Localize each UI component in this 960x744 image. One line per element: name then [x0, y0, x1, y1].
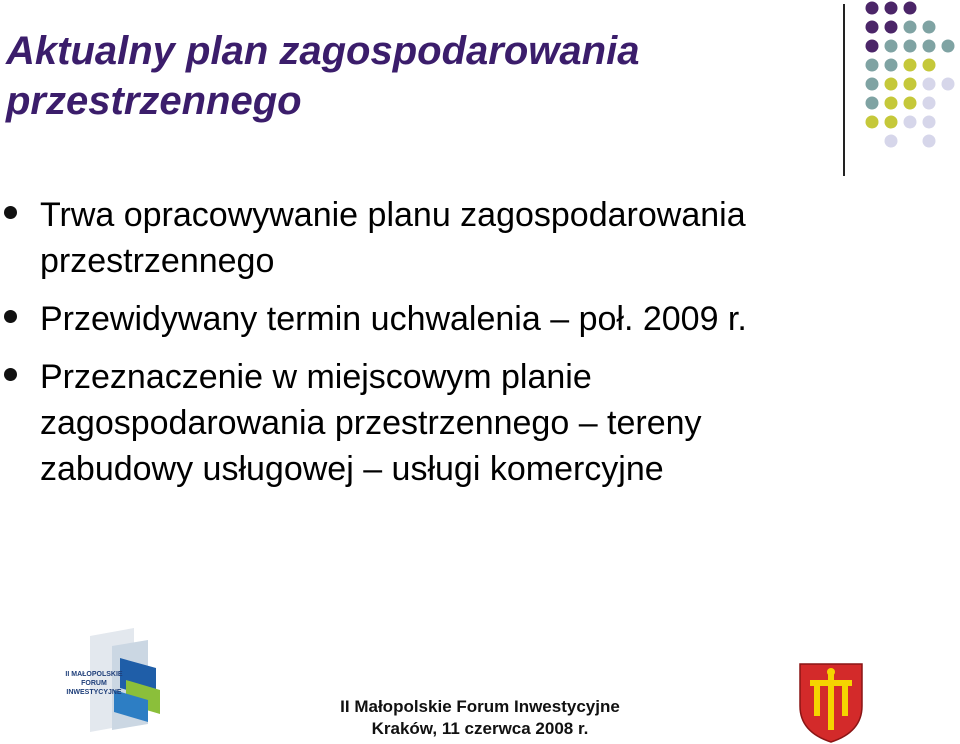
logo-text-line-3: INWESTYCYJNE	[66, 689, 122, 696]
decorative-dot-grid	[0, 0, 960, 180]
bullet-3-line-2: zagospodarowania przestrzennego – tereny	[40, 404, 702, 442]
bullet-1-line-2: przestrzennego	[40, 242, 275, 280]
bullet-dot-icon	[4, 310, 17, 323]
bullet-dot-icon	[4, 206, 17, 219]
bullet-item-1	[40, 192, 940, 284]
forum-logo	[56, 628, 174, 740]
bullet-list	[40, 192, 940, 504]
footer-event-name: II Małopolskie Forum Inwestycyjne	[340, 697, 620, 716]
slide-title-line-1: Aktualny plan zagospodarowania	[6, 29, 640, 73]
bullet-item-3	[40, 354, 940, 492]
bullet-3-line-1: Przeznaczenie w miejscowym planie	[40, 358, 592, 396]
logo-text-line-1: II MAŁOPOLSKIE	[65, 671, 123, 678]
bullet-1-line-1: Trwa opracowywanie planu zagospodarowania	[40, 196, 746, 234]
bullet-3-line-3: zabudowy usługowej – usługi komercyjne	[40, 450, 664, 488]
bullet-dot-icon	[4, 368, 17, 381]
coat-of-arms-icon	[796, 660, 866, 744]
logo-text-line-2: FORUM	[81, 680, 107, 687]
footer-event-date: Kraków, 11 czerwca 2008 r.	[371, 719, 589, 738]
footer	[240, 696, 720, 740]
slide-title-line-2: przestrzennego	[6, 79, 302, 123]
dot-grid-pattern	[866, 2, 955, 148]
bullet-item-2	[40, 296, 940, 342]
bullet-2-line-1: Przewidywany termin uchwalenia – poł. 2009 r.	[40, 300, 747, 338]
